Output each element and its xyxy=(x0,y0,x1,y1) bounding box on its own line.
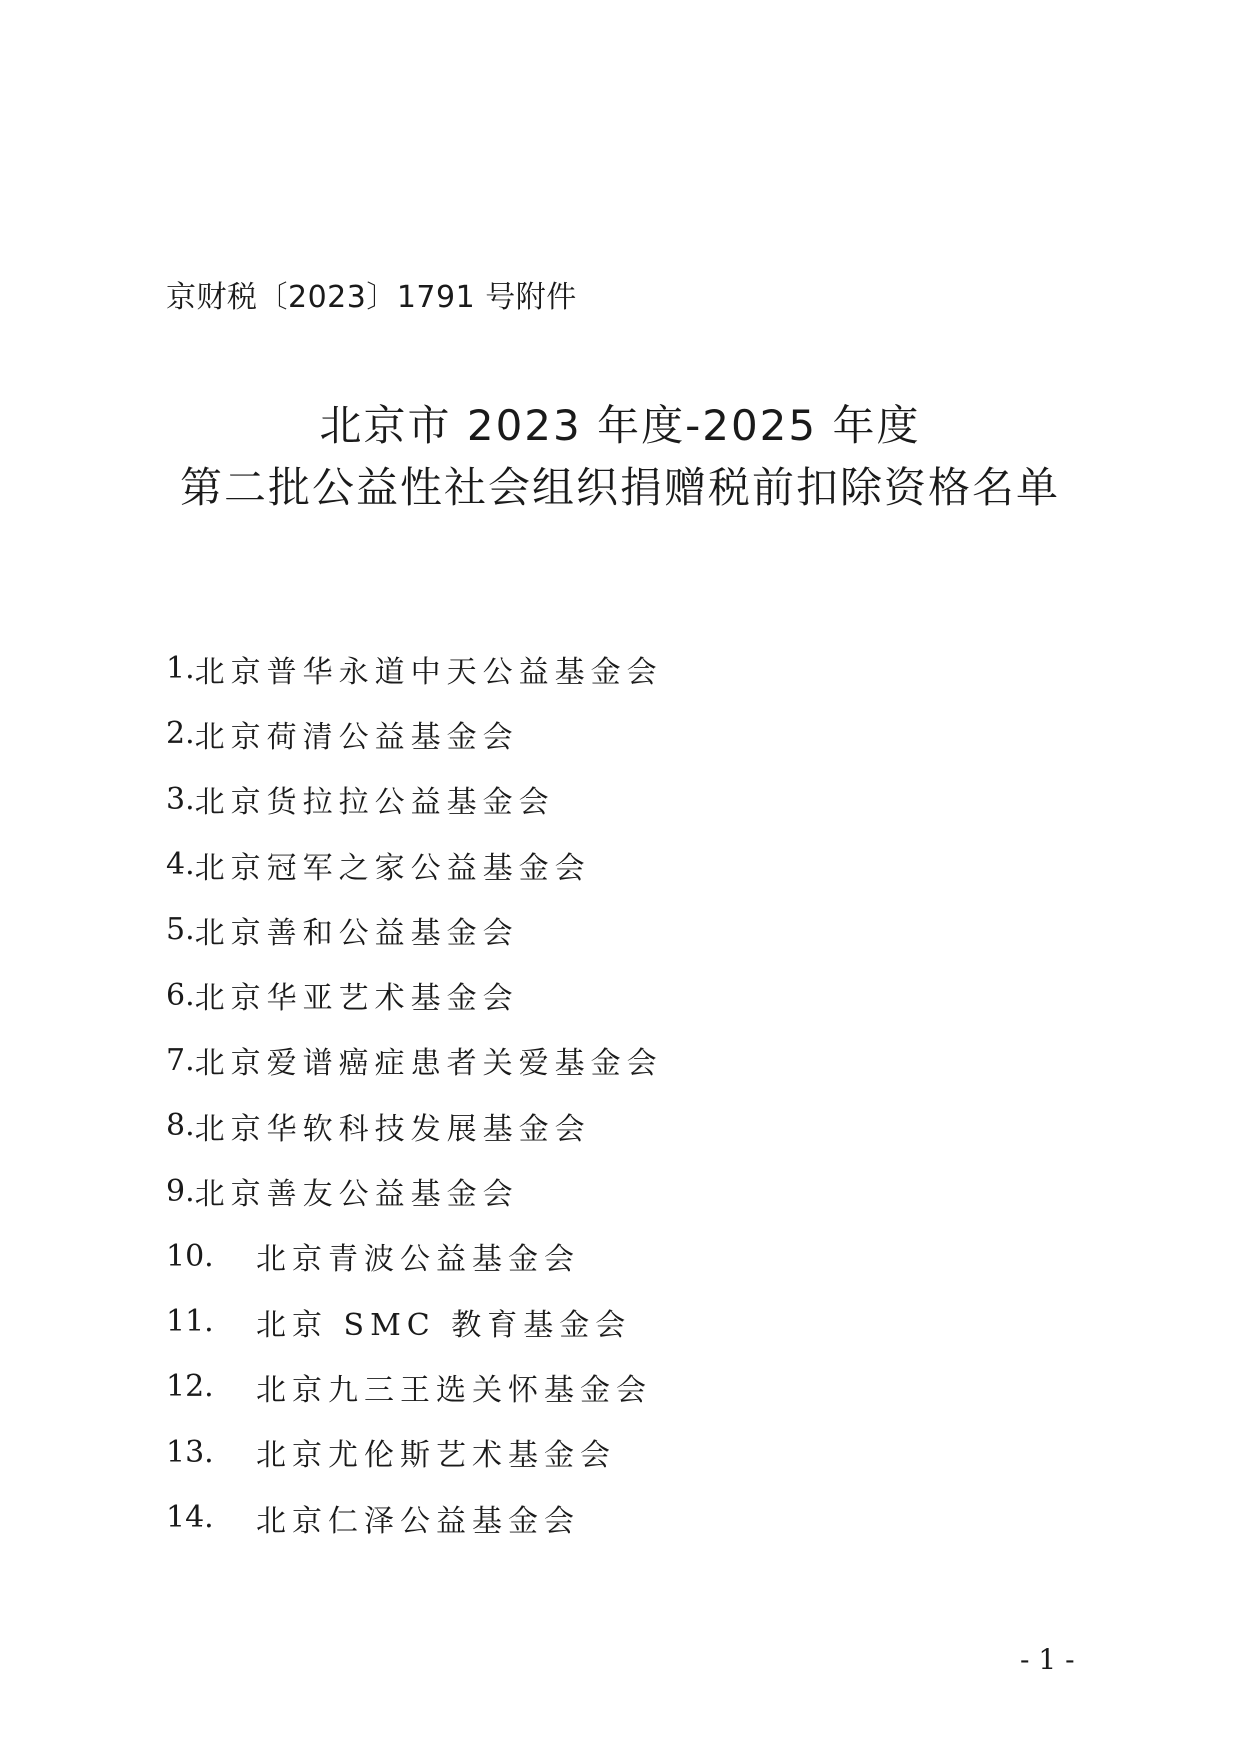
list-item xyxy=(166,1354,663,1419)
list-item xyxy=(166,897,663,962)
list-item-number: 3. xyxy=(166,781,195,817)
list-item-number: 13. xyxy=(166,1434,214,1470)
list-item-number: 11. xyxy=(166,1304,214,1340)
list-item xyxy=(166,767,663,832)
list-item xyxy=(166,832,663,897)
list-item-number: 14. xyxy=(166,1500,214,1535)
list-item-number: 5. xyxy=(166,912,195,948)
list-item-name: 北京华软科技发展基金会 xyxy=(194,1111,591,1147)
list-item-name: 北京货拉拉公益基金会 xyxy=(194,785,555,821)
document-reference: 京财税〔2023〕1791 号附件 xyxy=(166,280,577,315)
list-item-name: 北京 SMC 教育基金会 xyxy=(256,1307,632,1343)
organization-list xyxy=(166,636,663,1550)
document-title-line-2: 第二批公益性社会组织捐赠税前扣除资格名单 xyxy=(179,463,1060,512)
list-item xyxy=(166,962,663,1027)
list-item-number: 9. xyxy=(166,1173,195,1209)
list-item-number: 10. xyxy=(166,1238,214,1274)
list-item-name: 北京荷清公益基金会 xyxy=(194,719,519,755)
list-item xyxy=(166,701,663,766)
list-item-number: 2. xyxy=(166,716,195,752)
list-item-number: 12. xyxy=(166,1369,214,1405)
list-item xyxy=(166,1093,663,1158)
list-item xyxy=(166,636,663,701)
list-item-name: 北京爱谱癌症患者关爱基金会 xyxy=(194,1046,663,1082)
document-title-line-1: 北京市 2023 年度-2025 年度 xyxy=(319,401,921,450)
list-item xyxy=(166,1028,663,1093)
list-item-name: 北京善友公益基金会 xyxy=(194,1177,519,1213)
page-number: - 1 - xyxy=(1020,1643,1075,1676)
list-item-number: 6. xyxy=(166,977,195,1013)
list-item-name: 北京尤伦斯艺术基金会 xyxy=(256,1438,616,1474)
list-item-name: 北京华亚艺术基金会 xyxy=(194,981,519,1017)
list-item xyxy=(166,1289,663,1354)
list-item-number: 7. xyxy=(166,1042,195,1078)
list-item-name: 北京九三王选关怀基金会 xyxy=(256,1372,652,1408)
list-item-name: 北京仁泽公益基金会 xyxy=(256,1503,580,1539)
list-item xyxy=(166,1485,663,1550)
list-item-number: 8. xyxy=(166,1108,195,1144)
list-item xyxy=(166,1158,663,1223)
list-item-name: 北京普华永道中天公益基金会 xyxy=(194,654,663,690)
list-item-name: 北京冠军之家公益基金会 xyxy=(194,850,591,886)
list-item-name: 北京善和公益基金会 xyxy=(194,915,519,951)
list-item-number: 1. xyxy=(166,651,195,687)
list-item xyxy=(166,1420,663,1485)
list-item-number: 4. xyxy=(166,847,195,883)
list-item xyxy=(166,1224,663,1289)
list-item-name: 北京青波公益基金会 xyxy=(256,1242,580,1278)
